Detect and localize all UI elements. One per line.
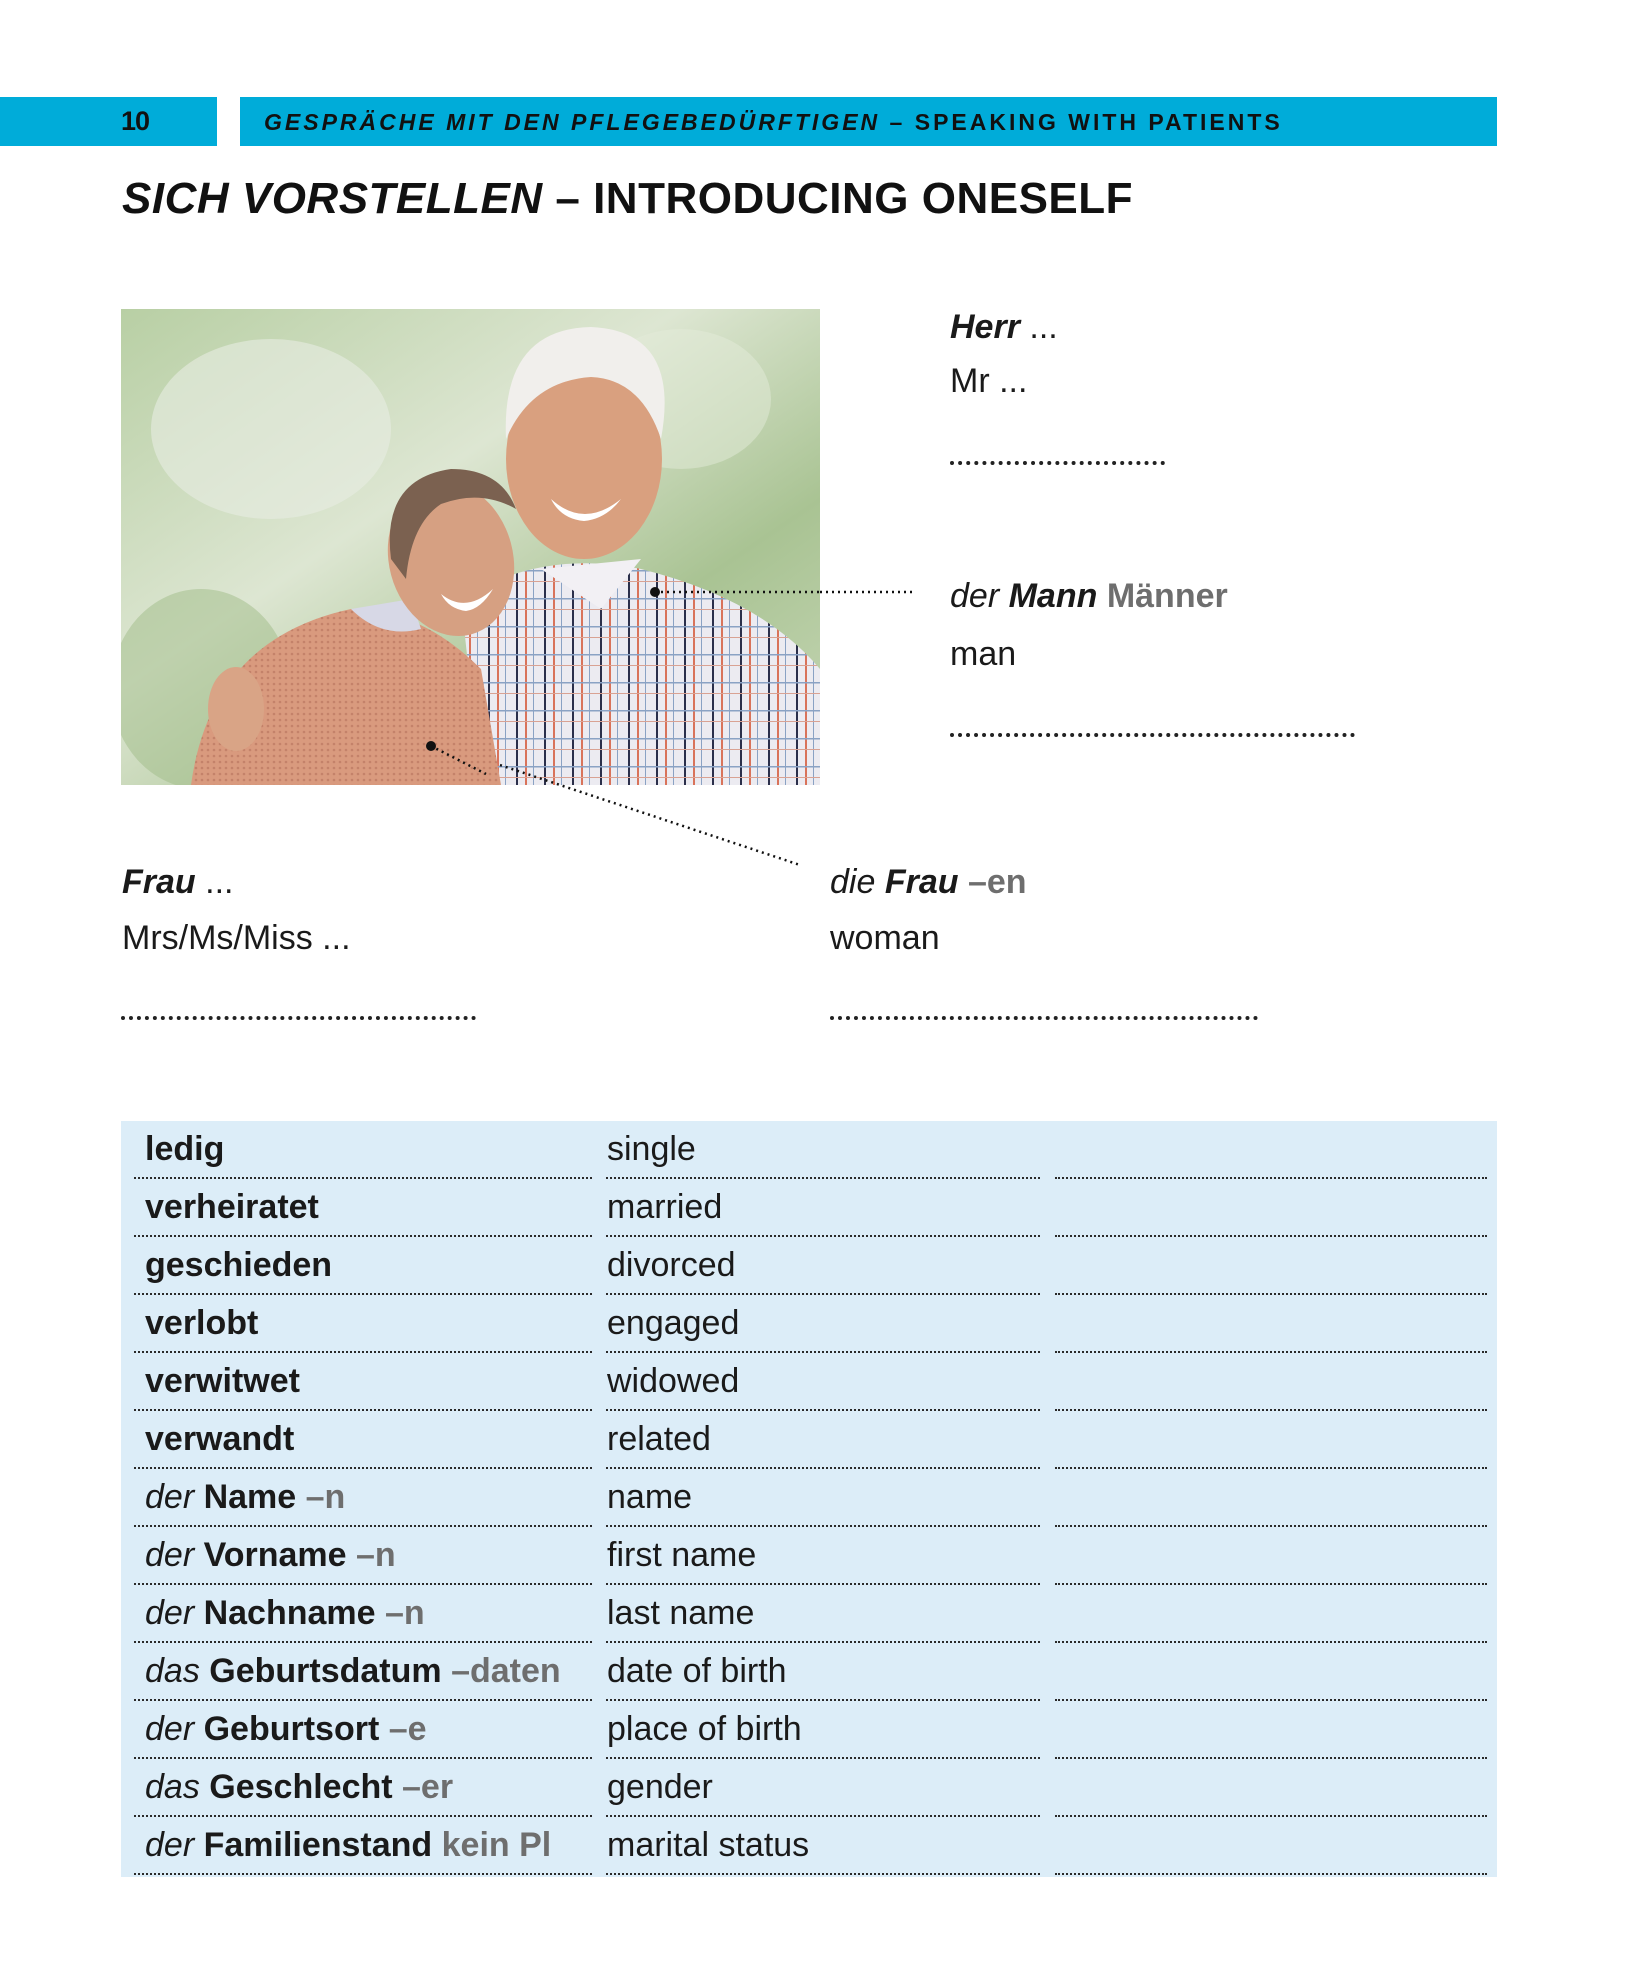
table-row xyxy=(121,1643,1497,1701)
german-term: das Geburtsdatum –daten xyxy=(145,1652,561,1690)
table-row xyxy=(121,1237,1497,1295)
label-mann-translation: man xyxy=(950,635,1017,673)
write-in-line-mann[interactable] xyxy=(950,733,1355,737)
table-row xyxy=(121,1701,1497,1759)
english-term: marital status xyxy=(607,1826,810,1864)
label-herr-translation: Mr ... xyxy=(950,362,1028,400)
table-row xyxy=(121,1759,1497,1817)
german-term: verwitwet xyxy=(145,1362,300,1400)
german-term: der Name –n xyxy=(145,1478,346,1516)
page-number: 10 xyxy=(121,106,150,136)
write-in-line-frau[interactable] xyxy=(830,1016,1258,1020)
vocabulary-table xyxy=(121,1121,1497,1877)
rule xyxy=(606,1873,1040,1875)
label-mann-plural: Männer xyxy=(1097,577,1228,615)
write-in-line-herr[interactable] xyxy=(950,461,1165,465)
label-herr: Herr ... Mr ... xyxy=(950,308,1058,400)
label-frau-title-word: Frau xyxy=(122,863,196,901)
english-term: related xyxy=(607,1420,711,1458)
table-row xyxy=(121,1817,1497,1875)
table-row xyxy=(121,1295,1497,1353)
write-in-line-frau-title[interactable] xyxy=(121,1016,476,1020)
running-head-en: SPEAKING WITH PATIENTS xyxy=(914,109,1283,135)
german-term: das Geschlecht –er xyxy=(145,1768,454,1806)
german-term: verlobt xyxy=(145,1304,259,1342)
english-term: first name xyxy=(607,1536,757,1574)
label-mann: der Mann Männer man xyxy=(950,577,1228,673)
label-frau: die Frau –en woman xyxy=(830,863,1027,957)
english-term: gender xyxy=(607,1768,713,1806)
page-title-en: INTRODUCING ONESELF xyxy=(593,174,1134,223)
label-frau-translation: woman xyxy=(830,919,940,957)
english-term: divorced xyxy=(607,1246,736,1284)
german-term: der Nachname –n xyxy=(145,1594,425,1632)
label-herr-word: Herr xyxy=(950,308,1020,346)
english-term: last name xyxy=(607,1594,755,1632)
table-row xyxy=(121,1121,1497,1179)
rule xyxy=(134,1873,592,1875)
german-term: verheiratet xyxy=(145,1188,319,1226)
table-row xyxy=(121,1527,1497,1585)
write-in-line[interactable] xyxy=(1055,1873,1487,1875)
label-frau-title: Frau ... Mrs/Ms/Miss ... xyxy=(122,863,351,957)
label-mann-word: Mann xyxy=(1008,577,1098,615)
running-head-de: GESPRÄCHE MIT DEN PFLEGEBEDÜRFTIGEN xyxy=(264,109,881,135)
english-term: single xyxy=(607,1130,696,1168)
english-term: married xyxy=(607,1188,723,1226)
table-row xyxy=(121,1585,1497,1643)
english-term: widowed xyxy=(607,1362,740,1400)
label-frau-plural: –en xyxy=(958,863,1027,901)
table-row xyxy=(121,1411,1497,1469)
label-frau-title-translation: Mrs/Ms/Miss ... xyxy=(122,919,351,957)
german-term: verwandt xyxy=(145,1420,295,1458)
page-title-separator: – xyxy=(542,174,594,223)
german-term: geschieden xyxy=(145,1246,333,1284)
running-head-separator: – xyxy=(880,109,915,135)
table-row xyxy=(121,1179,1497,1237)
english-term: name xyxy=(607,1478,693,1516)
german-term: der Vorname –n xyxy=(145,1536,396,1574)
page-title-de: SICH VORSTELLEN xyxy=(122,174,543,223)
english-term: engaged xyxy=(607,1304,740,1342)
german-term: der Geburtsort –e xyxy=(145,1710,427,1748)
label-frau-word: Frau xyxy=(884,863,959,901)
german-term: der Familienstand kein Pl xyxy=(145,1826,552,1864)
english-term: date of birth xyxy=(607,1652,787,1690)
german-term: ledig xyxy=(145,1130,225,1168)
table-row xyxy=(121,1353,1497,1411)
english-term: place of birth xyxy=(607,1710,802,1748)
table-row xyxy=(121,1469,1497,1527)
